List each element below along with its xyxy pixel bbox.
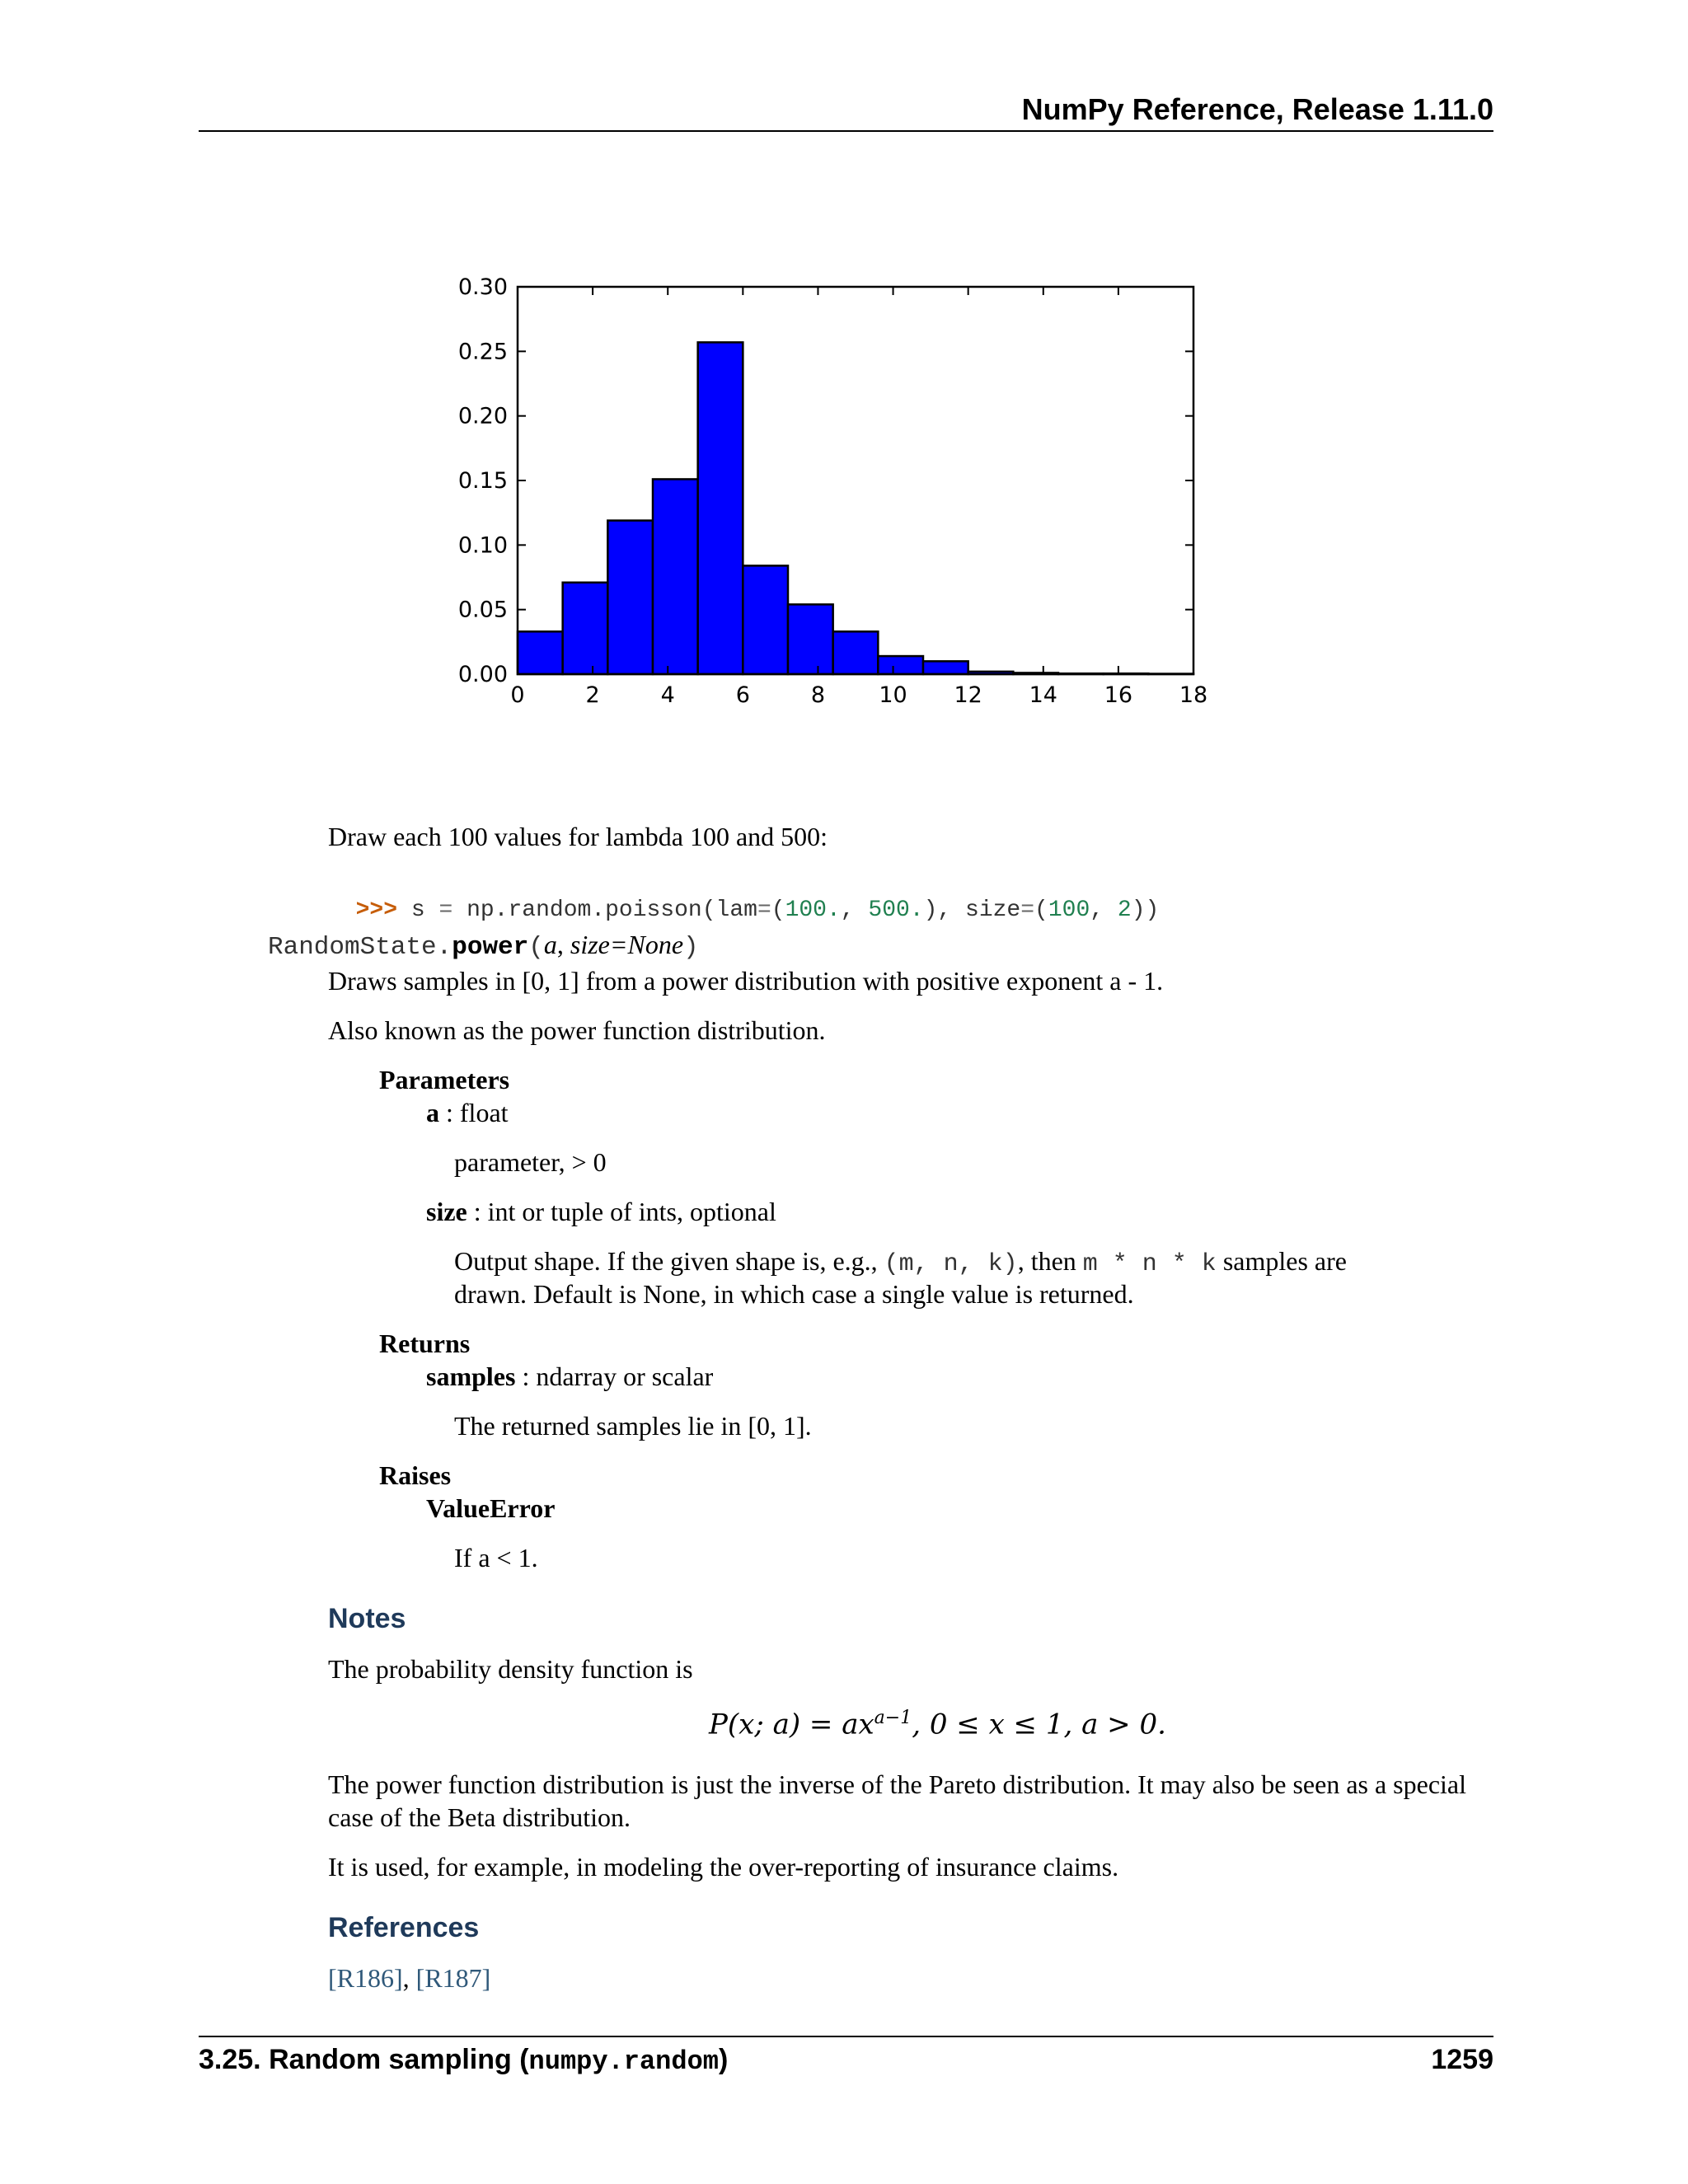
reference-link-r187[interactable]: [R187]: [415, 1963, 491, 1993]
footer-section-prefix: 3.25. Random sampling (: [199, 2044, 529, 2075]
x-tick-label: 2: [585, 682, 600, 708]
page-header-title: NumPy Reference, Release 1.11.0: [1021, 92, 1493, 126]
param-size: [426, 1195, 776, 1228]
return-type: : ndarray or scalar: [515, 1361, 714, 1391]
function-description: Draws samples in [0, 1] from a power distribution with positive exponent a - 1.: [328, 966, 1164, 996]
x-tick-label: 0: [510, 682, 525, 708]
code-part: np.random.poisson(lam: [452, 898, 757, 923]
pdf-intro: The probability density function is: [328, 1654, 693, 1684]
notes-paragraph-2: It is used, for example, in modeling the over-reporting of insurance claims.: [328, 1852, 1119, 1882]
histogram-bar: [923, 661, 968, 674]
return-name: samples: [426, 1361, 516, 1391]
histogram-bar: [653, 479, 698, 674]
x-tick-label: 4: [660, 682, 675, 708]
signature-arg-size: size=None: [570, 930, 684, 959]
histogram-bar: [698, 342, 743, 674]
param-size-desc-text: , then: [1017, 1246, 1083, 1276]
footer-rule: [199, 2036, 1493, 2037]
code-operator: =: [438, 898, 453, 923]
param-size-desc-line2: drawn. Default is None, in which case a single value is returned.: [454, 1279, 1134, 1309]
returns-label: Returns: [379, 1329, 471, 1358]
signature-name: power: [452, 933, 529, 962]
page-number: 1259: [1431, 2044, 1493, 2075]
header-rule: [199, 130, 1493, 132]
code-part: (: [771, 898, 785, 923]
reference-separator: ,: [402, 1963, 416, 1993]
code-operator: =: [757, 898, 771, 923]
return-desc: The returned samples lie in [0, 1].: [454, 1411, 812, 1441]
code-part: ), size: [923, 898, 1021, 923]
y-tick-label: 0.20: [457, 403, 508, 429]
footer-section-title: [199, 2044, 728, 2077]
param-size-desc-text: Output shape. If the given shape is, e.g.,: [454, 1246, 884, 1276]
raise-desc: If a < 1.: [454, 1543, 538, 1572]
code-part: ,: [840, 898, 869, 923]
y-tick-label: 0.30: [457, 274, 508, 300]
notes-heading: Notes: [328, 1603, 406, 1634]
references-heading: References: [328, 1912, 480, 1943]
function-aka: Also known as the power function distribution.: [328, 1015, 826, 1045]
draw-text: Draw each 100 values for lambda 100 and 500:: [328, 822, 828, 851]
code-number: 100.: [785, 898, 841, 923]
code-part: s: [397, 898, 439, 923]
param-a: [426, 1096, 509, 1129]
histogram-bar: [833, 631, 879, 674]
raises-label: Raises: [379, 1460, 452, 1490]
return-samples: [426, 1360, 713, 1393]
formula-exponent: a−1: [874, 1708, 912, 1728]
x-tick-label: 18: [1179, 682, 1208, 708]
signature-arg-a: a: [543, 930, 557, 959]
histogram-bar: [563, 583, 608, 674]
code-part: (: [1034, 898, 1048, 923]
x-tick-label: 10: [879, 682, 907, 708]
code-number: 500.: [868, 898, 924, 923]
code-number: 100: [1048, 898, 1090, 923]
param-a-name: a: [426, 1098, 439, 1127]
histogram-chart: [429, 264, 1228, 709]
footer-section-code: numpy.random: [528, 2046, 719, 2077]
x-tick-label: 16: [1104, 682, 1133, 708]
references-list: [328, 1961, 490, 1994]
code-part: ,: [1090, 898, 1118, 923]
pdf-formula: [709, 1708, 1166, 1741]
param-a-type: : float: [439, 1098, 509, 1127]
inline-code-product: m * n * k: [1082, 1250, 1217, 1278]
param-size-name: size: [426, 1197, 467, 1226]
footer-section-suffix: ): [718, 2044, 729, 2075]
function-signature: [268, 930, 699, 962]
x-tick-label: 14: [1029, 682, 1057, 708]
histogram-bar: [788, 604, 833, 674]
code-operator: =: [1020, 898, 1035, 923]
y-tick-label: 0.25: [457, 339, 508, 365]
reference-link-r186[interactable]: [R186]: [328, 1963, 403, 1993]
x-tick-label: 12: [954, 682, 982, 708]
y-tick-label: 0.15: [457, 468, 508, 494]
histogram-bar: [518, 631, 563, 674]
formula-main: P(x; a) = ax: [709, 1708, 874, 1741]
code-number: 2: [1117, 898, 1132, 923]
param-size-type: : int or tuple of ints, optional: [467, 1197, 776, 1226]
signature-class: RandomState.: [268, 933, 452, 962]
code-prompt: >>>: [355, 898, 398, 923]
y-tick-label: 0.05: [457, 597, 508, 623]
signature-comma: ,: [556, 930, 570, 959]
param-size-desc-text: samples are: [1216, 1246, 1347, 1276]
param-a-desc: parameter, > 0: [454, 1147, 607, 1177]
code-part: )): [1131, 898, 1160, 923]
notes-paragraph-1: The power function distribution is just the inverse of the Pareto distribution. It may also be seen as a special case of the Beta distribution.: [328, 1769, 1467, 1832]
histogram-bar: [878, 656, 923, 674]
y-tick-label: 0.00: [457, 662, 508, 687]
x-tick-label: 6: [735, 682, 750, 708]
signature-paren: (: [528, 933, 544, 962]
raise-name: ValueError: [426, 1493, 556, 1523]
param-size-desc-line1: [454, 1244, 1347, 1281]
histogram-bar: [743, 565, 788, 674]
signature-paren: ): [683, 933, 699, 962]
histogram-bar: [607, 521, 653, 674]
x-tick-label: 8: [810, 682, 826, 708]
inline-code-shape: (m, n, k): [884, 1250, 1018, 1278]
formula-tail: , 0 ≤ x ≤ 1, a > 0.: [912, 1708, 1166, 1741]
code-example: [328, 872, 1159, 923]
parameters-label: Parameters: [379, 1065, 510, 1094]
y-tick-label: 0.10: [457, 532, 508, 559]
